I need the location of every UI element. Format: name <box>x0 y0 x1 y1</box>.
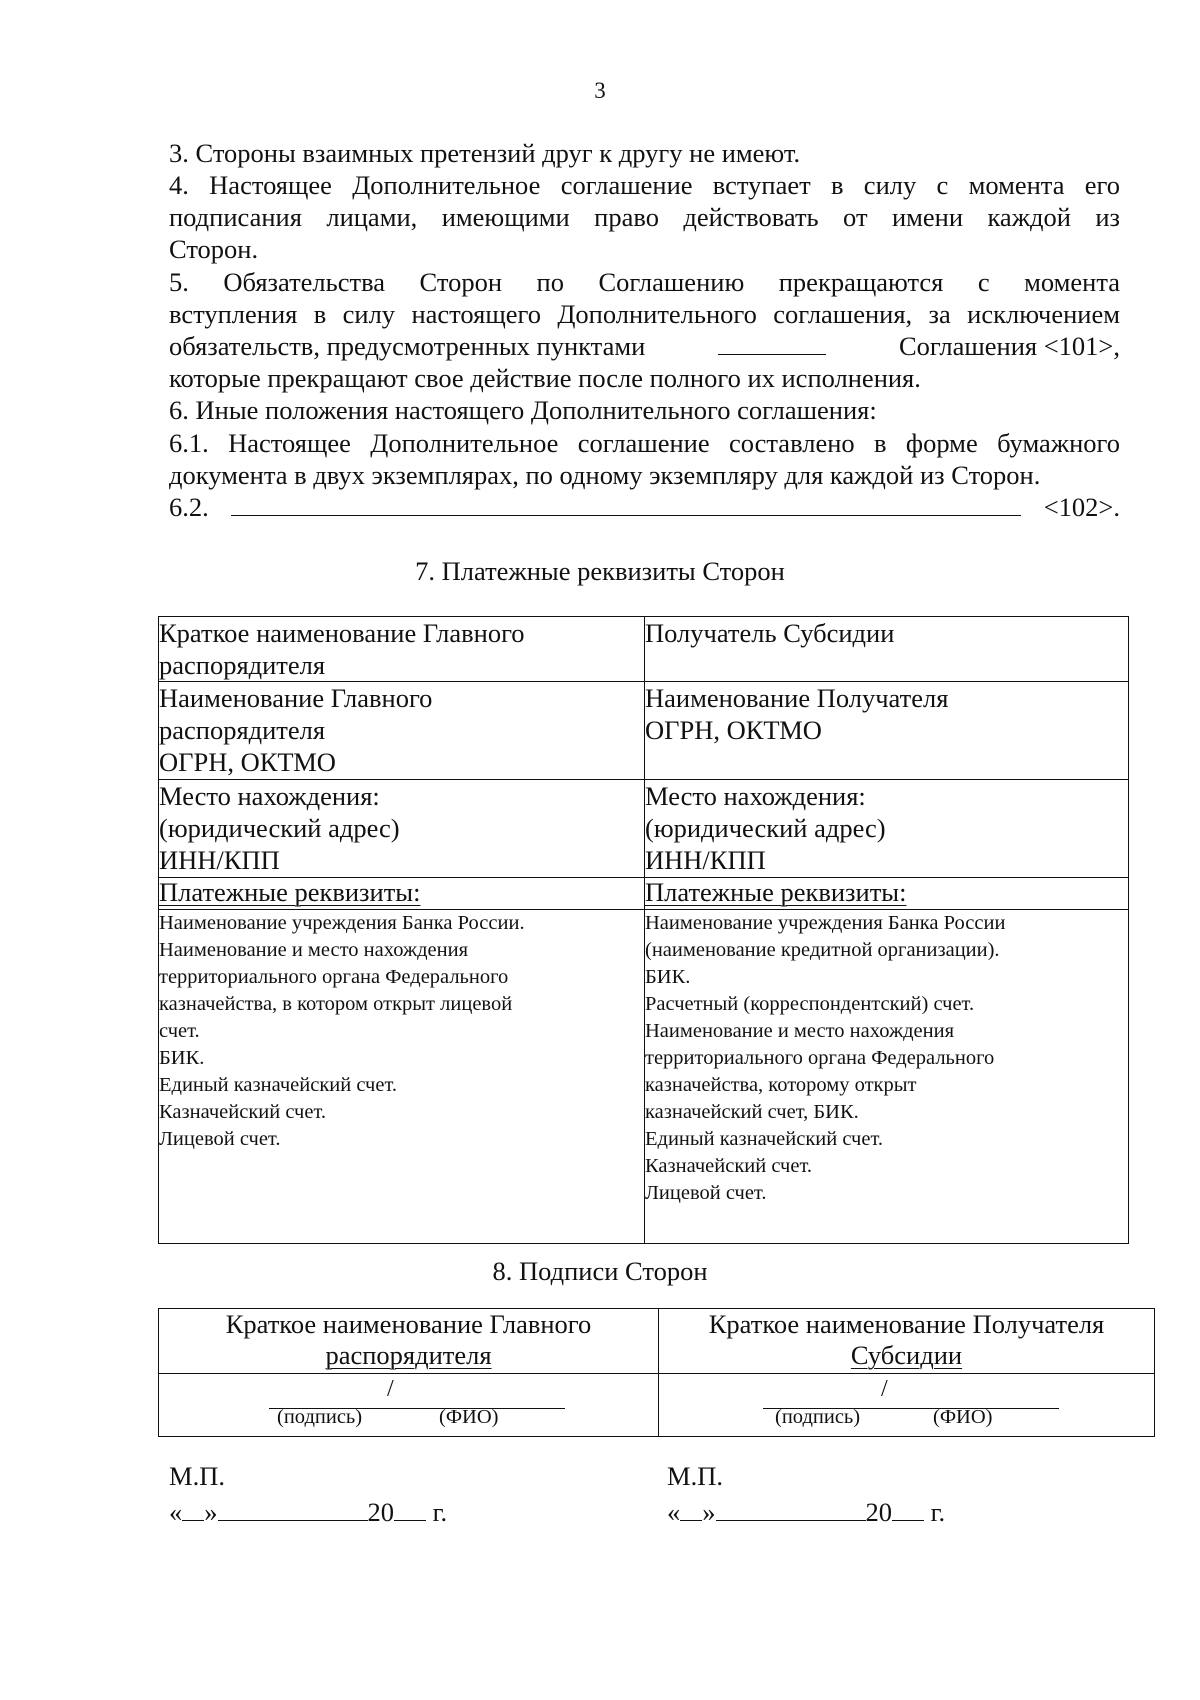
signature-slash-left: / <box>387 1376 394 1402</box>
signature-label-right: (подпись) <box>775 1406 861 1428</box>
signature-slash-right: / <box>881 1376 888 1402</box>
date-month-blank[interactable] <box>716 1496 866 1521</box>
clause-6-1-line-2: документа в двух экземплярах, по одному экземпляру для каждой из Сторон. <box>169 460 1041 490</box>
clause-6-2-blank[interactable] <box>231 493 1021 516</box>
clause-6-2-note: <102>. <box>1043 492 1120 522</box>
clause-3: 3. Стороны взаимных претензий друг к другу не имеют. <box>169 138 801 168</box>
org-name-right: Наименование Получателя ОГРН, ОКТМО <box>645 682 1129 780</box>
table-row <box>159 878 1129 910</box>
location-right: Место нахождения: (юридический адрес) ИНН/КПП <box>645 780 1129 878</box>
stamp-left: М.П. <box>169 1461 225 1491</box>
clause-6: 6. Иные положения настоящего Дополнительного соглашения: <box>169 395 877 425</box>
clause-6-2-label: 6.2. <box>169 492 209 522</box>
clause-5-line-3-start: обязательств, предусмотренных пунктами <box>169 331 646 361</box>
table-row <box>159 780 1129 878</box>
signature-cell-left <box>159 1374 659 1437</box>
clause-6-1-line-1: 6.1. Настоящее Дополнительное соглашение составлено в форме бумажного <box>169 428 1120 458</box>
table-row <box>159 617 1129 682</box>
table-row <box>159 1309 1155 1374</box>
signature-label-left: (подпись) <box>277 1406 363 1428</box>
signature-header-left: Краткое наименование Главного распорядителя <box>159 1309 659 1374</box>
date-left: « » 20 г. <box>169 1497 448 1527</box>
date-day-blank[interactable] <box>182 1496 204 1521</box>
page-number: 3 <box>594 78 606 103</box>
clause-6-2 <box>169 491 1120 523</box>
date-month-blank[interactable] <box>218 1496 368 1521</box>
clause-4-line-1: 4. Настоящее Дополнительное соглашение вступает в силу с момента его <box>169 170 1120 200</box>
short-name-right: Получатель Субсидии <box>645 617 1129 682</box>
short-name-left: Краткое наименование Главного распорядителя <box>159 617 645 682</box>
fio-label-right: (ФИО) <box>933 1406 993 1428</box>
date-year-blank[interactable] <box>394 1496 426 1521</box>
location-left: Место нахождения: (юридический адрес) ИНН/КПП <box>159 780 645 878</box>
requisites-list-right: Наименование учреждения Банка России (наименование кредитной организации). БИК. Расчетный (корреспондентский) счет. Наименование и место нахождения территориального органа Федерального казначейства, которому открыт казначейский счет, БИК. Единый казначейский счет. Казначейский счет. Лицевой счет. <box>645 910 1129 1244</box>
stamp-right: М.П. <box>667 1461 723 1491</box>
clause-5-line-4: которые прекращают свое действие после полного их исполнения. <box>169 363 921 393</box>
signatures-section-title: 8. Подписи Сторон <box>492 1256 708 1286</box>
clause-5-line-3-end: Соглашения <101>, <box>898 331 1120 361</box>
requisites-header-left: Платежные реквизиты: <box>159 878 645 910</box>
date-day-blank[interactable] <box>680 1496 702 1521</box>
clause-5-line-1: 5. Обязательства Сторон по Соглашению прекращаются с момента <box>169 267 1120 297</box>
signatures-table <box>158 1308 1155 1437</box>
payment-details-table <box>158 616 1129 1244</box>
date-year-blank[interactable] <box>892 1496 924 1521</box>
date-right: « » 20 г. <box>667 1497 946 1527</box>
clause-5-line-3 <box>169 330 1120 362</box>
table-row <box>159 910 1129 1244</box>
clause-5-line-2: вступления в силу настоящего Дополнительного соглашения, за исключением <box>169 299 1120 329</box>
table-row <box>159 1374 1155 1437</box>
clause-items-blank[interactable] <box>718 332 826 355</box>
fio-label-left: (ФИО) <box>439 1406 499 1428</box>
clause-4-line-2: подписания лицами, имеющими право действовать от имени каждой из <box>169 202 1120 232</box>
payment-section-title: 7. Платежные реквизиты Сторон <box>415 556 785 586</box>
requisites-list-left: Наименование учреждения Банка России. Наименование и место нахождения территориального органа Федерального казначейства, в котором открыт лицевой счет. БИК. Единый казначейский счет. Казначейский счет. Лицевой счет. <box>159 910 645 1244</box>
org-name-left: Наименование Главного распорядителя ОГРН, ОКТМО <box>159 682 645 780</box>
signature-cell-right <box>659 1374 1155 1437</box>
requisites-header-right: Платежные реквизиты: <box>645 878 1129 910</box>
table-row <box>159 682 1129 780</box>
clause-4-line-3: Сторон. <box>169 234 259 264</box>
signature-header-right: Краткое наименование Получателя Субсидии <box>659 1309 1155 1374</box>
